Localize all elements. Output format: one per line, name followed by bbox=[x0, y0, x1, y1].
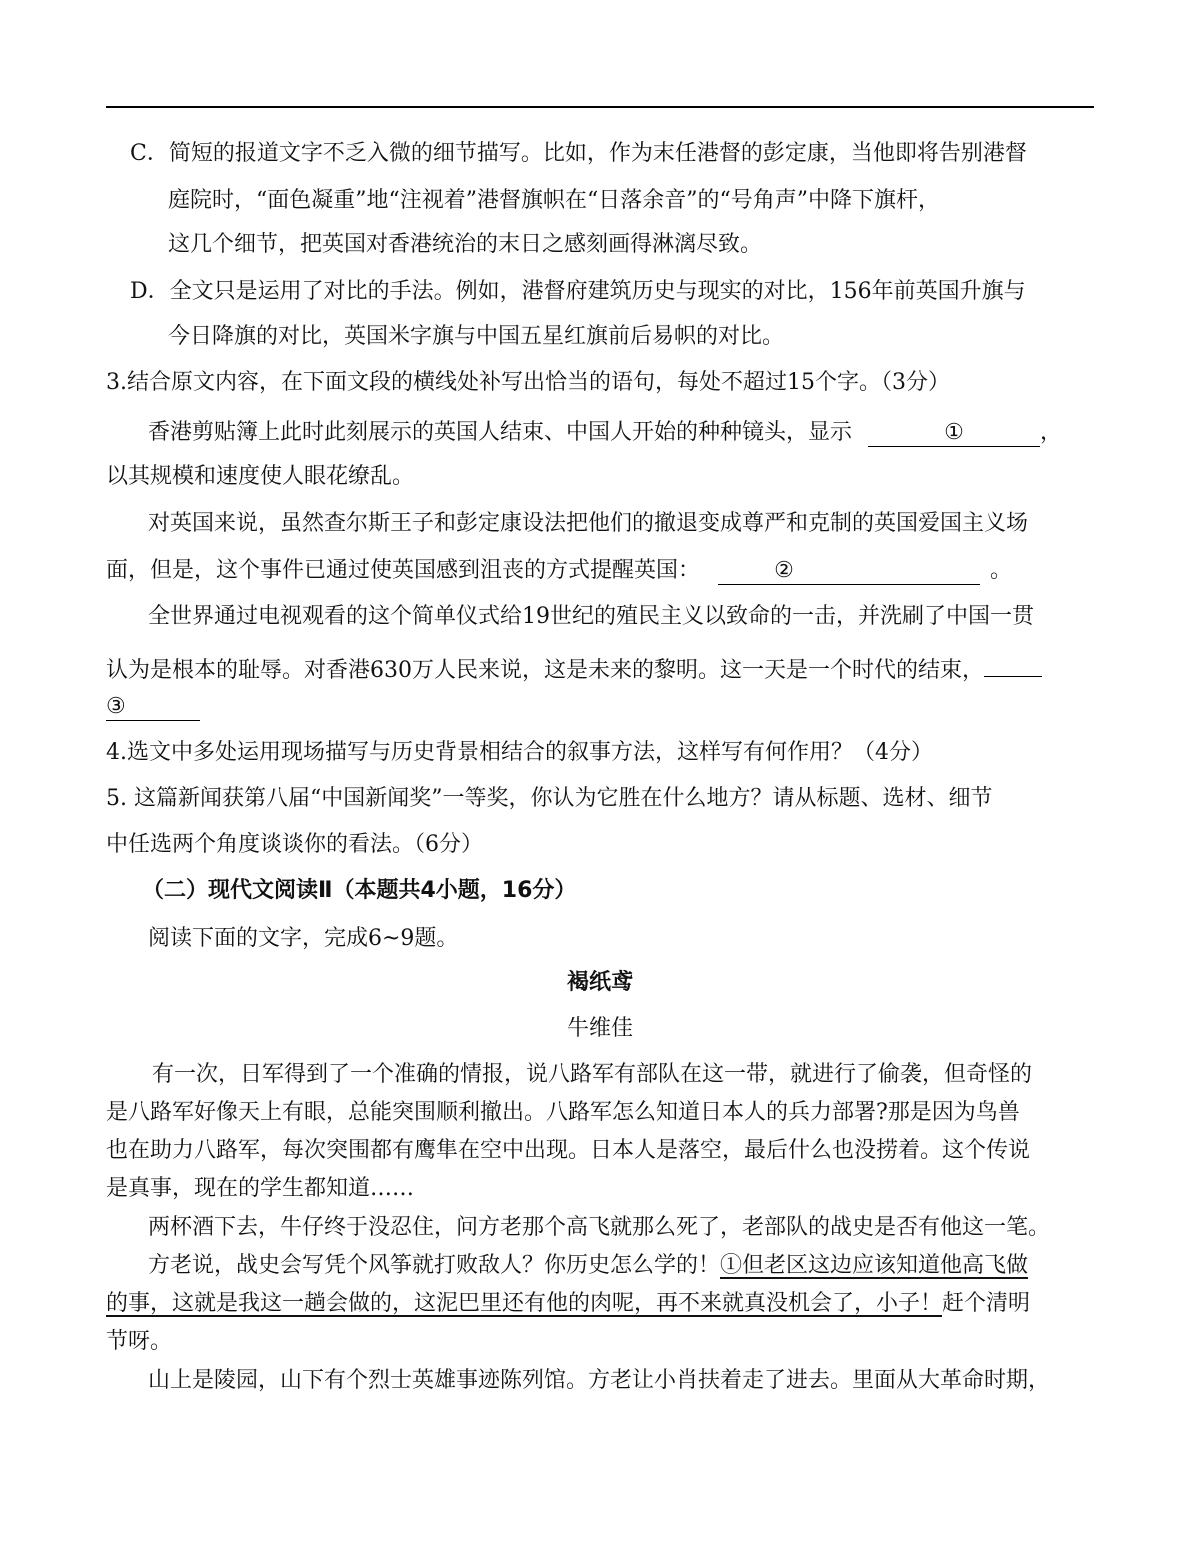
answer-blank-3[interactable]: ③ bbox=[106, 692, 200, 721]
article-p4-line-1: 山上是陵园，山下有个烈士英雄事迹陈列馆。方老让小肖扶着走了进去。里面从大革命时期， bbox=[148, 1368, 1051, 1393]
option-c-line-1: C．简短的报道文字不乏入微的细节描写。比如，作为末任港督的彭定康，当他即将告别港督 bbox=[130, 141, 1027, 166]
option-d-line-1: D．全文只是运用了对比的手法。例如，港督府建筑历史与现实的对比，156年前英国升旗与 bbox=[130, 279, 1026, 304]
question-3-passage-3-line-1: 全世界通过电视观看的这个简单仪式给19世纪的殖民主义以致命的一击，并洗刷了中国一贯 bbox=[148, 604, 1034, 629]
passage-text: 香港剪贴簿上此时此刻展示的英国人结束、中国人开始的种种镜头，显示 bbox=[148, 420, 853, 445]
article-p2-line-1: 两杯酒下去，牛仔终于没忍住，问方老那个高飞就那么死了，老部队的战史是否有他这一笔。 bbox=[148, 1215, 1051, 1240]
question-3-passage-2-line-1: 对英国来说，虽然查尔斯王子和彭定康设法把他们的撤退变成尊严和克制的英国爱国主义场 bbox=[148, 511, 1029, 536]
top-rule bbox=[106, 106, 1094, 108]
option-d-line-2: 今日降旗的对比，英国米字旗与中国五星红旗前后易帜的对比。 bbox=[168, 324, 785, 349]
article-p1-line-2: 是八路军好像天上有眼，总能突围顺利撤出。八路军怎么知道日本人的兵力部署?那是因为鸟兽 bbox=[106, 1100, 1020, 1125]
option-c-line-2: 庭院时，“面色凝重”地“注视着”港督旗帜在“日落余音”的“号角声”中降下旗杆， bbox=[168, 188, 940, 213]
option-c-line-3: 这几个细节，把英国对香港统治的末日之感刻画得淋漓尽致。 bbox=[168, 232, 763, 257]
article-p1-line-4: 是真事，现在的学生都知道…… bbox=[106, 1176, 415, 1201]
underlined-sentence-1: ①但老区这边应该知道他高飞做 bbox=[720, 1253, 1029, 1278]
question-3-passage-1-line-2: 以其规模和速度使人眼花缭乱。 bbox=[106, 464, 415, 489]
article-p3-line-3: 节呀。 bbox=[106, 1329, 173, 1354]
section-heading: （二）现代文阅读Ⅱ（本题共4小题，16分） bbox=[142, 878, 577, 903]
question-3-passage-1-line-1 bbox=[148, 418, 1062, 448]
underlined-sentence-1-cont: 的事，这就是我这一趟会做的，这泥巴里还有他的肉呢，再不来就真没机会了，小子！ bbox=[106, 1291, 943, 1316]
article-p3-line-1 bbox=[148, 1251, 1028, 1281]
article-p3-line-2 bbox=[106, 1289, 1030, 1319]
answer-blank-2[interactable] bbox=[718, 556, 980, 585]
question-3-prompt: 3.结合原文内容，在下面文段的横线处补写出恰当的语句，每处不超过15个字。（3分） bbox=[106, 370, 950, 395]
question-5-line-1: 5. 这篇新闻获第八届“中国新闻奖”一等奖，你认为它胜在什么地方？请从标题、选材、细节 bbox=[106, 786, 993, 811]
passage-text: 认为是根本的耻辱。对香港630万人民来说，这是未来的黎明。这一天是一个时代的结束， bbox=[106, 658, 984, 683]
blank-number: ② bbox=[774, 558, 794, 583]
punctuation: ， bbox=[1040, 420, 1063, 445]
article-title: 褐纸鸢 bbox=[566, 970, 633, 995]
passage-text: 方老说，战史会写凭个风筝就打败敌人？你历史怎么学的！ bbox=[148, 1253, 721, 1278]
question-3-passage-2-line-2 bbox=[106, 556, 1012, 586]
article-author: 牛维佳 bbox=[566, 1016, 633, 1041]
answer-blank-3-start[interactable] bbox=[984, 648, 1042, 677]
question-5-line-2: 中任选两个角度谈谈你的看法。（6分） bbox=[106, 832, 483, 857]
question-4: 4.选文中多处运用现场描写与历史背景相结合的叙事方法，这样写有何作用？（4分） bbox=[106, 740, 933, 765]
passage-text: 赶个清明 bbox=[942, 1291, 1031, 1316]
passage-text: 面，但是，这个事件已通过使英国感到沮丧的方式提醒英国： bbox=[106, 558, 701, 583]
reading-instruction: 阅读下面的文字，完成6~9题。 bbox=[148, 926, 459, 951]
question-3-blank-3-line bbox=[106, 692, 200, 722]
answer-blank-1[interactable]: ① bbox=[868, 418, 1040, 447]
punctuation: 。 bbox=[990, 558, 1013, 583]
question-3-passage-3-line-2 bbox=[106, 648, 1042, 686]
article-p1-line-1: 有一次，日军得到了一个准确的情报，说八路军有部队在这一带，就进行了偷袭，但奇怪的 bbox=[152, 1062, 1033, 1087]
article-p1-line-3: 也在助力八路军，每次突围都有鹰隼在空中出现。日本人是落空，最后什么也没捞着。这个传说 bbox=[106, 1138, 1031, 1163]
